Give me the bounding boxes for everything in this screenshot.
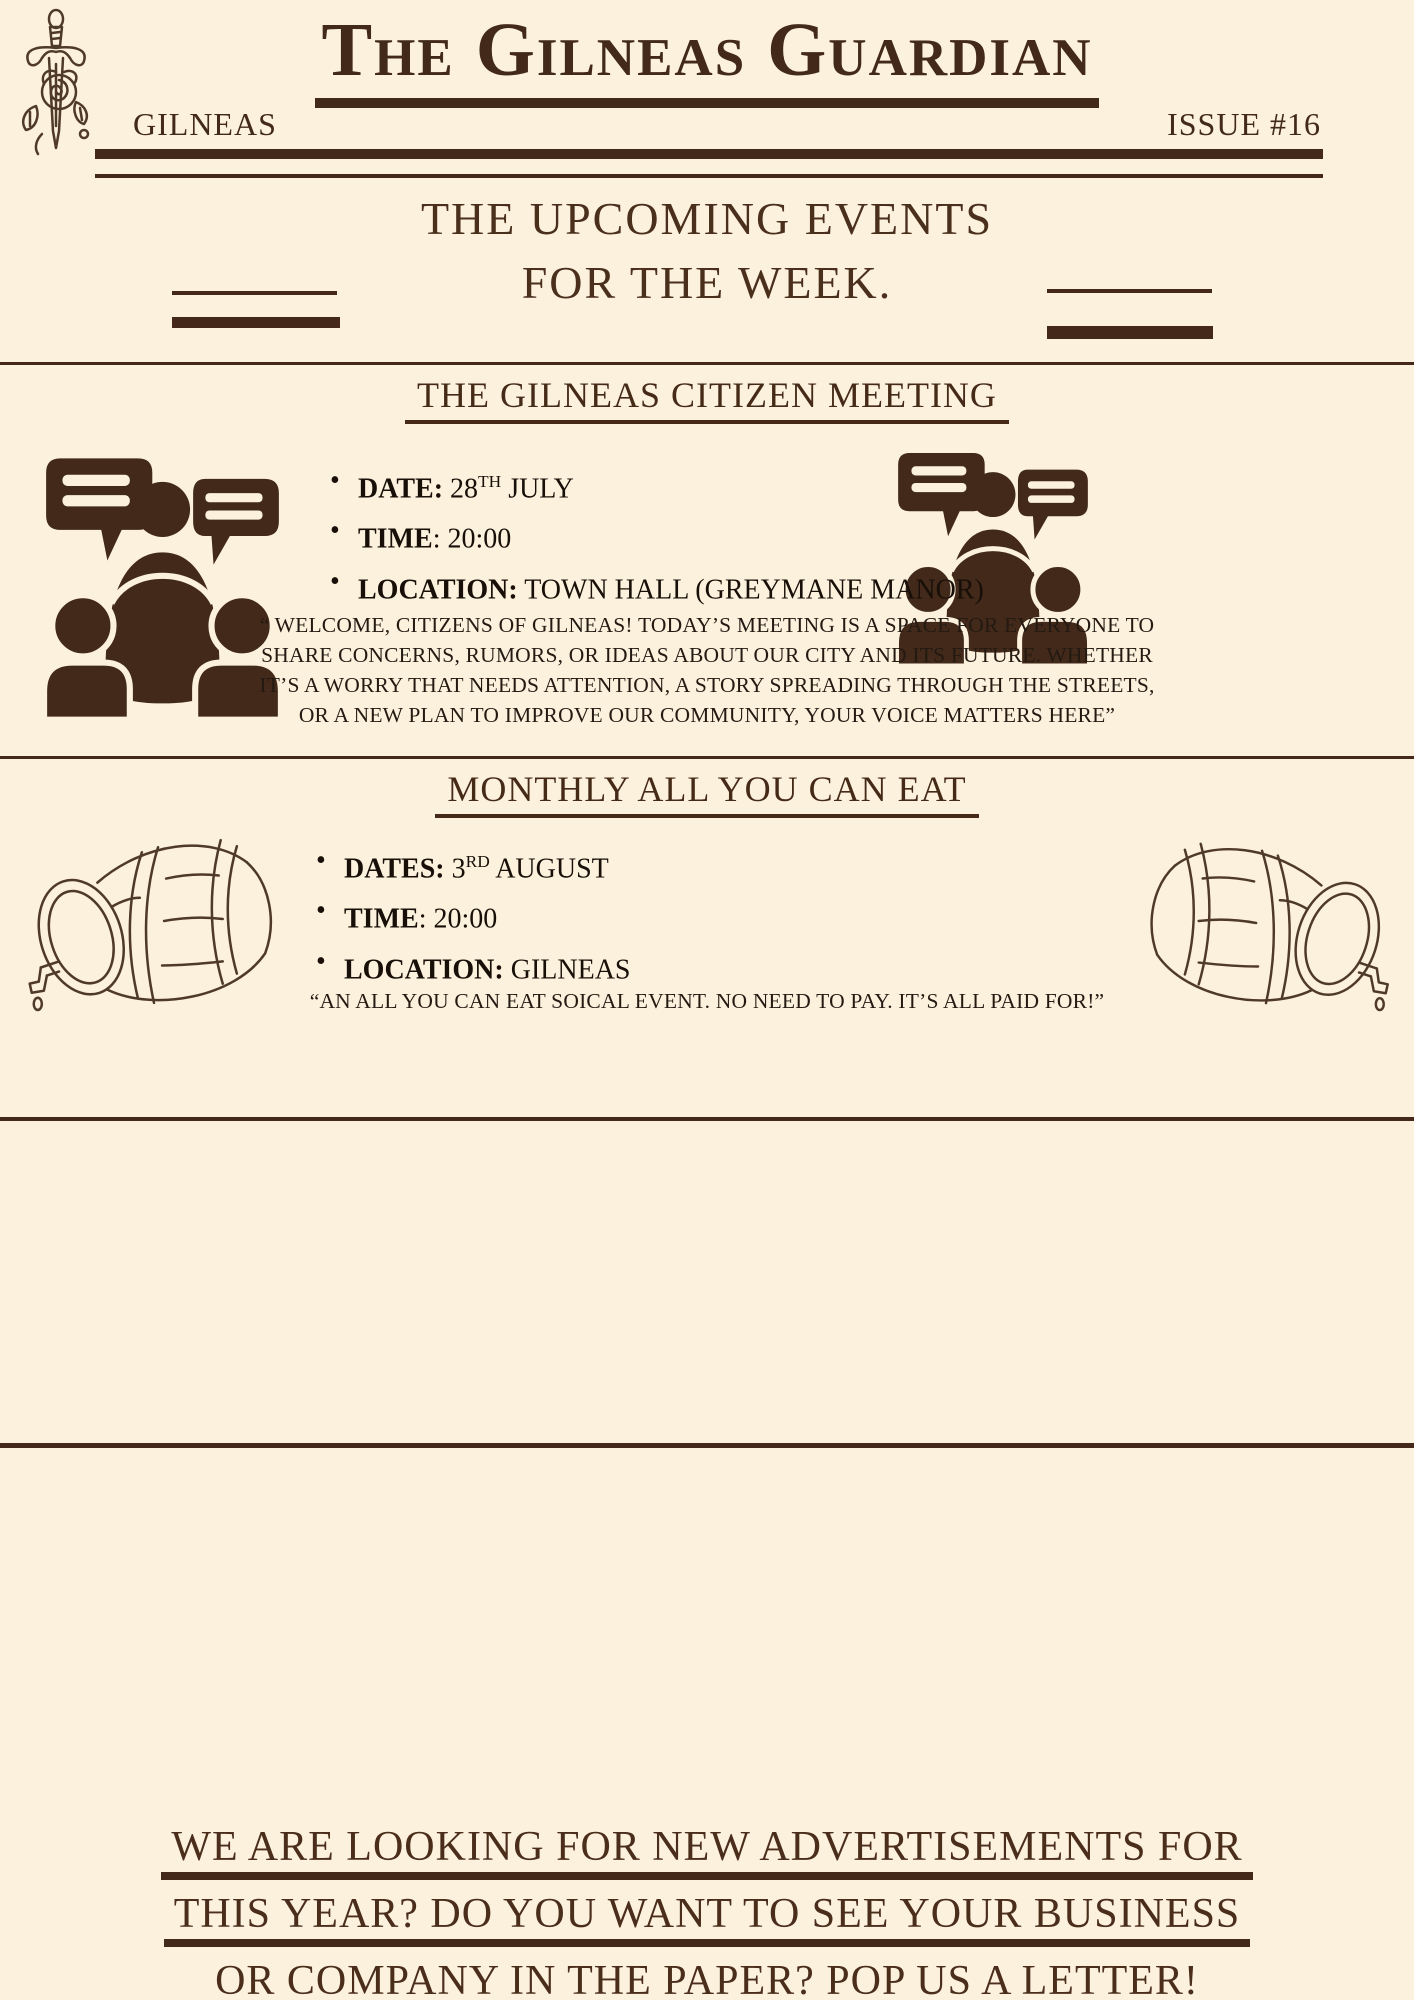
section-title-citizen-meeting: THE GILNEAS CITIZEN MEETING [0, 374, 1414, 424]
intro-decoration-right-thin [1047, 289, 1212, 293]
event-detail-time: • TIME: 20:00 [316, 896, 630, 935]
issue-number: ISSUE #16 [1167, 106, 1321, 142]
event-details-list [330, 466, 984, 617]
footer-line: THIS YEAR? DO YOU WANT TO SEE YOUR BUSINESS [164, 1889, 1251, 1947]
event-detail-time: • TIME: 20:00 [330, 516, 984, 555]
event-quote: “AN ALL YOU CAN EAT SOICAL EVENT. NO NEED TO PAY. IT’S ALL PAID FOR!” [309, 989, 1105, 1013]
intro-decoration-right-thick [1047, 326, 1213, 339]
edition-label: GILNEAS [133, 106, 277, 142]
intro-decoration-left-thin [172, 291, 337, 295]
event-detail-location: • LOCATION: GILNEAS [316, 947, 630, 986]
section-divider [0, 362, 1414, 365]
intro-heading-line2: FOR THE WEEK. [521, 257, 893, 308]
intro-heading-line1: THE UPCOMING EVENTS [420, 193, 994, 244]
advertisement-call [0, 1822, 1414, 2000]
footer-line: OR COMPANY IN THE PAPER? POP US A LETTER! [205, 1956, 1209, 2000]
event-detail-location: • LOCATION: TOWN HALL (GREYMANE MANOR) [330, 567, 984, 606]
section-title-all-you-can-eat: MONTHLY ALL YOU CAN EAT [0, 768, 1414, 818]
event-detail-date: • DATES: 3RD AUGUST [316, 846, 630, 885]
section-divider [0, 1117, 1414, 1121]
event-detail-date: • DATE: 28TH JULY [330, 466, 984, 505]
event-quote: “ WELCOME, CITIZENS OF GILNEAS! TODAY’S MEETING IS A SPACE FOR EVERYONE TO SHARE CONCERNS, RUMORS, OR IDEAS ABOUT OUR CITY AND ITS FUTURE. WHETHER IT’S A WORRY THAT NEEDS ATTENTION, A STORY SPREADING THROUGH THE STREETS, OR A NEW PLAN TO IMPROVE OUR COMMUNITY, YOUR VOICE MATTERS HERE” [259, 613, 1155, 727]
masthead-rule-thin [95, 174, 1323, 178]
section-divider [0, 1443, 1414, 1448]
intro-decoration-left-thick [172, 317, 340, 328]
masthead-rule-thick [95, 149, 1323, 159]
footer-line: WE ARE LOOKING FOR NEW ADVERTISEMENTS FOR [161, 1822, 1252, 1880]
event-details-list [316, 846, 630, 997]
section-divider [0, 756, 1414, 759]
newspaper-title: The Gilneas Guardian [0, 2, 1414, 108]
